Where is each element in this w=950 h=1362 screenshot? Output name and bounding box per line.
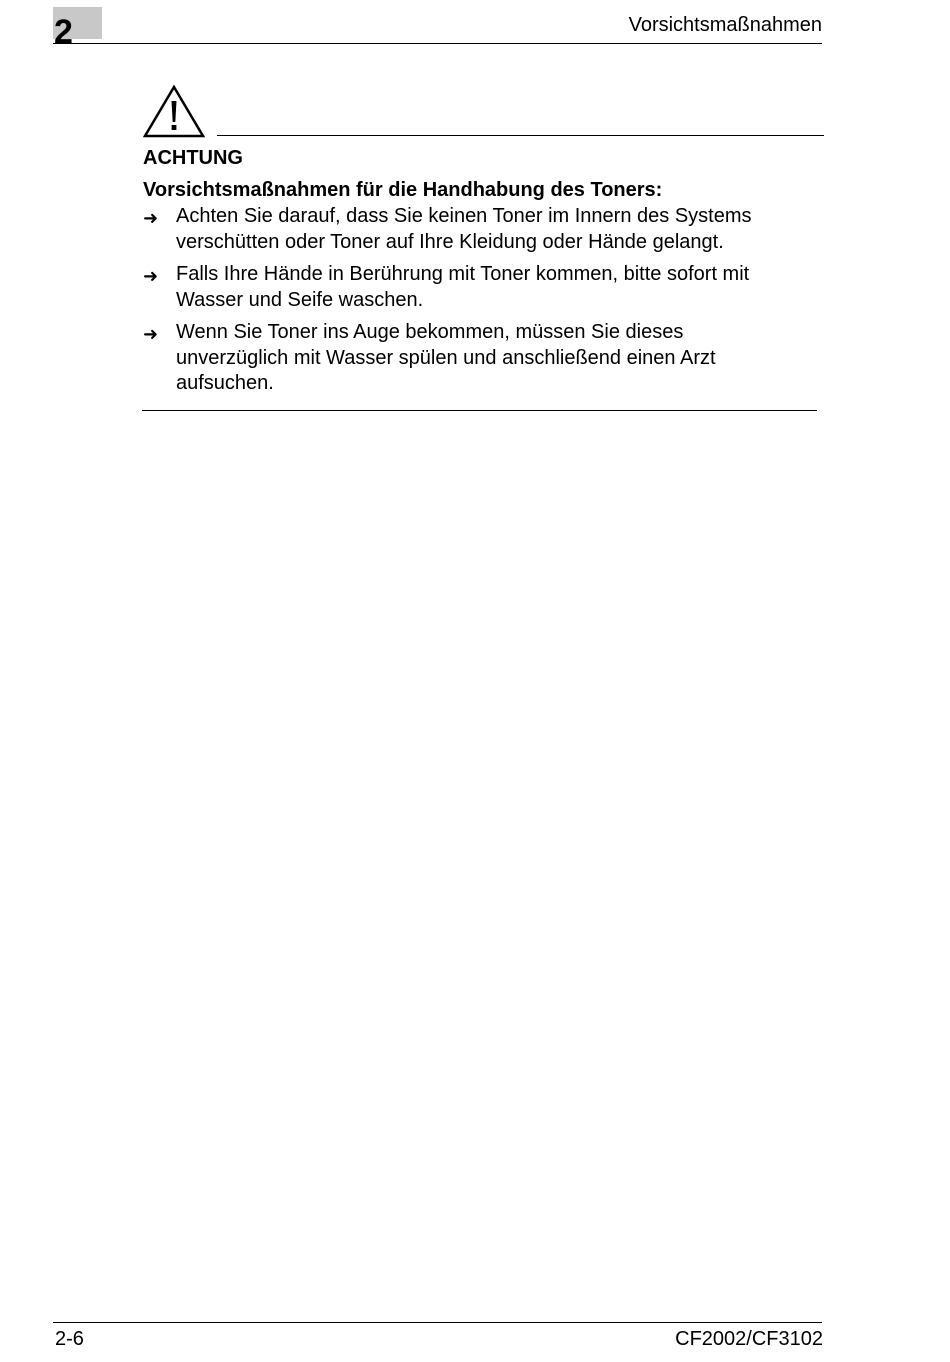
arrow-right-icon: ➜: [143, 324, 159, 345]
list-item: [143, 320, 823, 397]
list-item: [143, 204, 823, 255]
list-item: [143, 262, 823, 313]
list-item-line: Wenn Sie Toner ins Auge bekommen, müssen Sie dieses: [176, 321, 684, 343]
notice-top-divider: [217, 135, 824, 136]
page-header-title: Vorsichtsmaßnahmen: [628, 14, 822, 36]
header-divider: [53, 43, 822, 44]
warning-triangle-icon: [143, 85, 205, 138]
footer-divider: [53, 1322, 822, 1323]
arrow-right-icon: ➜: [143, 266, 159, 287]
notice-bottom-divider: [142, 410, 817, 411]
toner-handling-heading: Vorsichtsmaßnahmen für die Handhabung des Toners:: [143, 179, 663, 201]
list-item-line: unverzüglich mit Wasser spülen und anschließend einen Arzt: [176, 346, 716, 369]
list-item-line: Wasser und Seife waschen.: [176, 288, 424, 311]
model-name: CF2002/CF3102: [675, 1328, 823, 1350]
page-number: 2-6: [55, 1328, 84, 1350]
caution-heading: ACHTUNG: [143, 147, 243, 169]
list-item-line: verschütten oder Toner auf Ihre Kleidung oder Hände gelangt.: [176, 230, 724, 253]
list-item-line: Achten Sie darauf, dass Sie keinen Toner im Innern des Systems: [176, 205, 752, 227]
list-item-line: Falls Ihre Hände in Berührung mit Toner kommen, bitte sofort mit: [176, 263, 750, 285]
precaution-list: [143, 204, 823, 404]
chapter-number: 2: [54, 13, 73, 51]
arrow-right-icon: ➜: [143, 208, 159, 229]
list-item-line: aufsuchen.: [176, 372, 274, 394]
